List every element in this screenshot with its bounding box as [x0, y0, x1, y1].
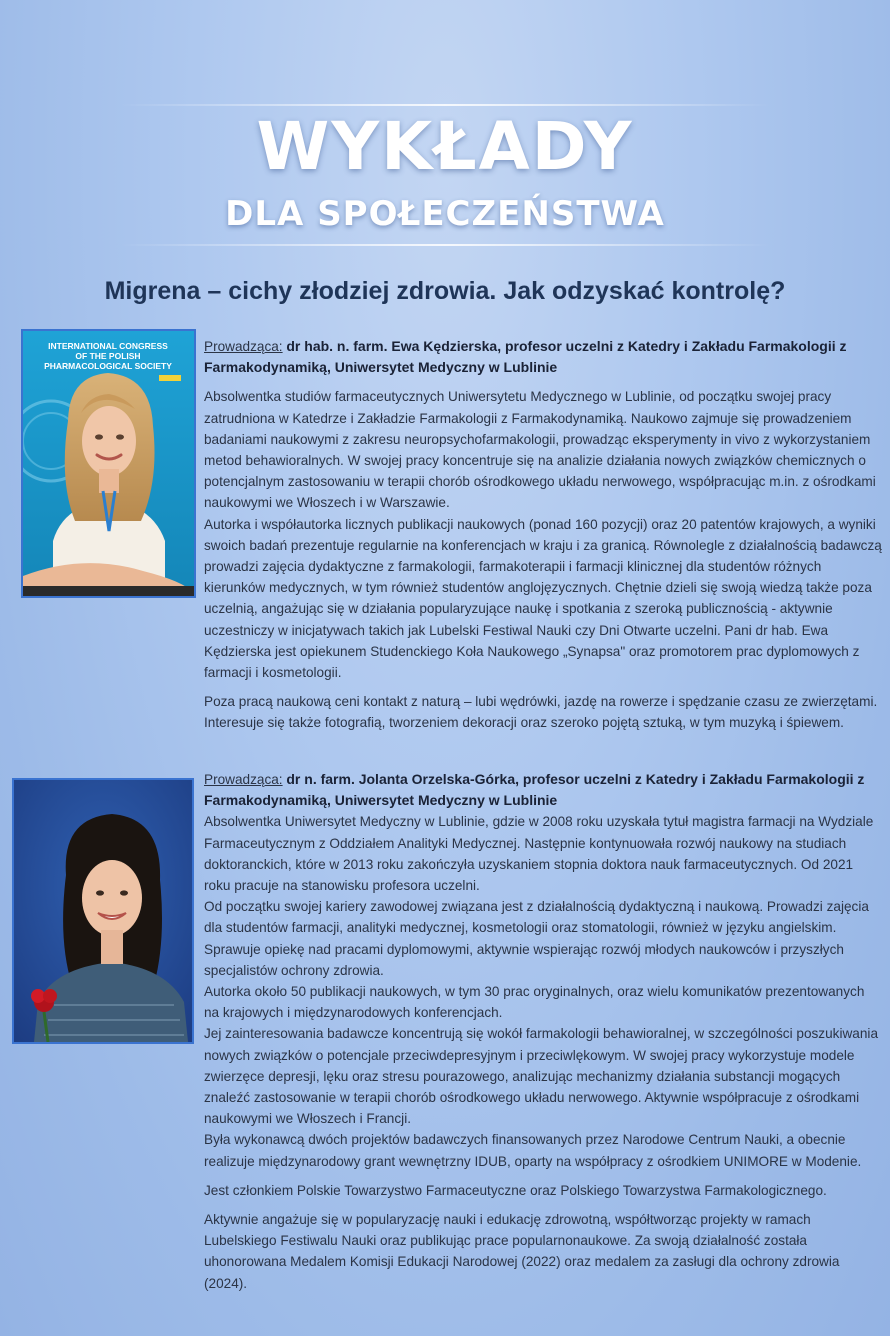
- lecturer-2-bio-p7: Aktywnie angażuje się w popularyzację nauki i edukację zdrowotną, współtworząc projekty w ramach Lubelskiego Festiwalu Nauki oraz publikując prace popularnonaukowe. Za swoją działalność została uhonorowana Medalem Komisji Edukacji Narodowej (2022) oraz medalem za zasługi dla ochrony zdrowia (2024).: [204, 1212, 840, 1291]
- header-title: WYKŁADY: [256, 108, 634, 185]
- lecturer-2-bio-p5: Była wykonawcą dwóch projektów badawczych finansowanych przez Narodowe Centrum Nauki, a obecnie realizuje międzynarodowy grant wewnętrzny IDUB, oparty na współpracy z ośrodkiem UNIMORE w Modenie.: [204, 1132, 862, 1169]
- header-divider-top: [120, 104, 770, 106]
- lecturer-2-label: Prowadząca:: [204, 772, 283, 787]
- lecturer-1-bio-p3: Poza pracą naukową ceni kontakt z naturą – lubi wędrówki, jazdę na rowerze i spędzanie czasu ze zwierzętami. Interesuje się także fotografią, tworzeniem dekoracji oraz szeroko pojętą sztuką, w tym muzyką i śpiewem.: [204, 694, 878, 731]
- lecturer-2-bio-p4: Jej zainteresowania badawcze koncentrują się wokół farmakologii behawioralnej, w szczególności poszukiwania nowych związków o potencjale przeciwdepresyjnym i przeciwlękowym. W swojej pracy wykorzystuje modele zwierzęce depresji, lęku oraz stresu pourazowego, analizując mechanizmy działania substancji mogących znaleźć zastosowanie w terapii chorób ośrodkowego układu nerwowego. Aktywnie współpracuje z ośrodkami naukowymi we Włoszech i Francji.: [204, 1026, 878, 1127]
- lecturer-2-photo: [12, 778, 194, 1044]
- lecturer-1-heading: [204, 336, 882, 378]
- lecturer-2-section: [204, 769, 882, 1294]
- lecturer-2-bio-p3: Autorka około 50 publikacji naukowych, w tym 30 prac oryginalnych, oraz wielu komunikatów prezentowanych na krajowych i międzynarodowych konferencjach.: [204, 984, 865, 1021]
- photo-banner-text: INTERNATIONAL CONGRESS OF THE POLISH PHARMACOLOGICAL SOCIETY: [44, 341, 172, 371]
- lecturer-1-section: [204, 336, 882, 734]
- lecturer-2-bio-p1: Absolwentka Uniwersytet Medyczny w Lublinie, gdzie w 2008 roku uzyskała tytuł magistra farmacji na Wydziale Farmaceutycznym z Oddziałem Analityki Medycznej. Następnie kontynuowała rozwój naukowy na studiach doktoranckich, które w 2013 roku zakończyła uzyskaniem stopnia doktora nauk farmaceutycznych. Od 2021 roku pracuje na stanowisku profesora uczelni.: [204, 814, 874, 894]
- lecture-title: Migrena – cichy złodziej zdrowia. Jak odzyskać kontrolę?: [104, 277, 786, 305]
- lecturer-2-bio-p6: Jest członkiem Polskie Towarzystwo Farmaceutyczne oraz Polskiego Towarzystwa Farmakologicznego.: [204, 1182, 827, 1198]
- lecturer-2-bio-p2: Od początku swojej kariery zawodowej związana jest z działalnością dydaktyczną i naukową. Prowadzi zajęcia dla studentów farmacji, analityki medycznej, kosmetologii oraz stomatologii, również w języku angielskim. Sprawuje opiekę nad pracami dyplomowymi, aktywnie wspierając rozwój młodych naukowców i przyszłych specjalistów ochrony zdrowia.: [204, 899, 869, 978]
- lecturer-1-bio-p1: Absolwentka studiów farmaceutycznych Uniwersytetu Medycznego w Lublinie, od początku swojej pracy zatrudniona w Katedrze i Zakładzie Farmakologii z Farmakodynamiką. Naukowo zajmuje się prowadzeniem badaniami naukowymi z zakresu neuropsychofarmakologii, prowadząc eksperymenty in vivo z wykorzystaniem metod behawioralnych. W swojej pracy koncentruje się na analizie działania nowych związków chemicznych o potencjalnym zastosowaniu w terapii chorób ośrodkowego układu nerwowego, współpracując m.in. z ośrodkami naukowymi we Włoszech i w Warszawie.: [204, 389, 876, 511]
- lecturer-2-name: dr n. farm. Jolanta Orzelska-Górka, profesor uczelni z Katedry i Zakładu Farmakologii z Farmakodynamiką, Uniwersytet Medyczny w Lublinie: [204, 771, 865, 809]
- lecturer-1-name: dr hab. n. farm. Ewa Kędzierska, profesor uczelni z Katedry i Zakładu Farmakologii z Farmakodynamiką, Uniwersytet Medyczny w Lublinie: [204, 338, 847, 376]
- lecturer-2-heading: [204, 769, 882, 811]
- lecturer-1-photo: [21, 329, 196, 598]
- header-divider-bottom: [120, 244, 770, 246]
- header-subtitle: DLA SPOŁECZEŃSTWA: [225, 194, 665, 234]
- lecturer-1-bio-p2: Autorka i współautorka licznych publikacji naukowych (ponad 160 pozycji) oraz 20 patentów krajowych, a wyniki swoich badań prezentuje regularnie na konferencjach w kraju i za granicą. Równolegle z działalnością badawczą prowadzi zajęcia dydaktyczne z farmakologii, farmakoterapii i farmacji klinicznej dla studentów różnych kierunków medycznych, w tym również studentów anglojęzycznych. Chętnie dzieli się swoją wiedzą także poza uczelnią, angażując się w działania popularyzujące naukę i spotkania z szeroką publicznością - aktywnie uczestniczy w inicjatywach takich jak Lubelski Festiwal Nauki czy Dni Otwarte uczelni. Pani dr hab. Ewa Kędzierska jest opiekunem Studenckiego Koła Naukowego „Synapsa" oraz promotorem prac dyplomowych z farmacji i kosmetologii.: [204, 516, 882, 681]
- lecturer-1-label: Prowadząca:: [204, 339, 283, 354]
